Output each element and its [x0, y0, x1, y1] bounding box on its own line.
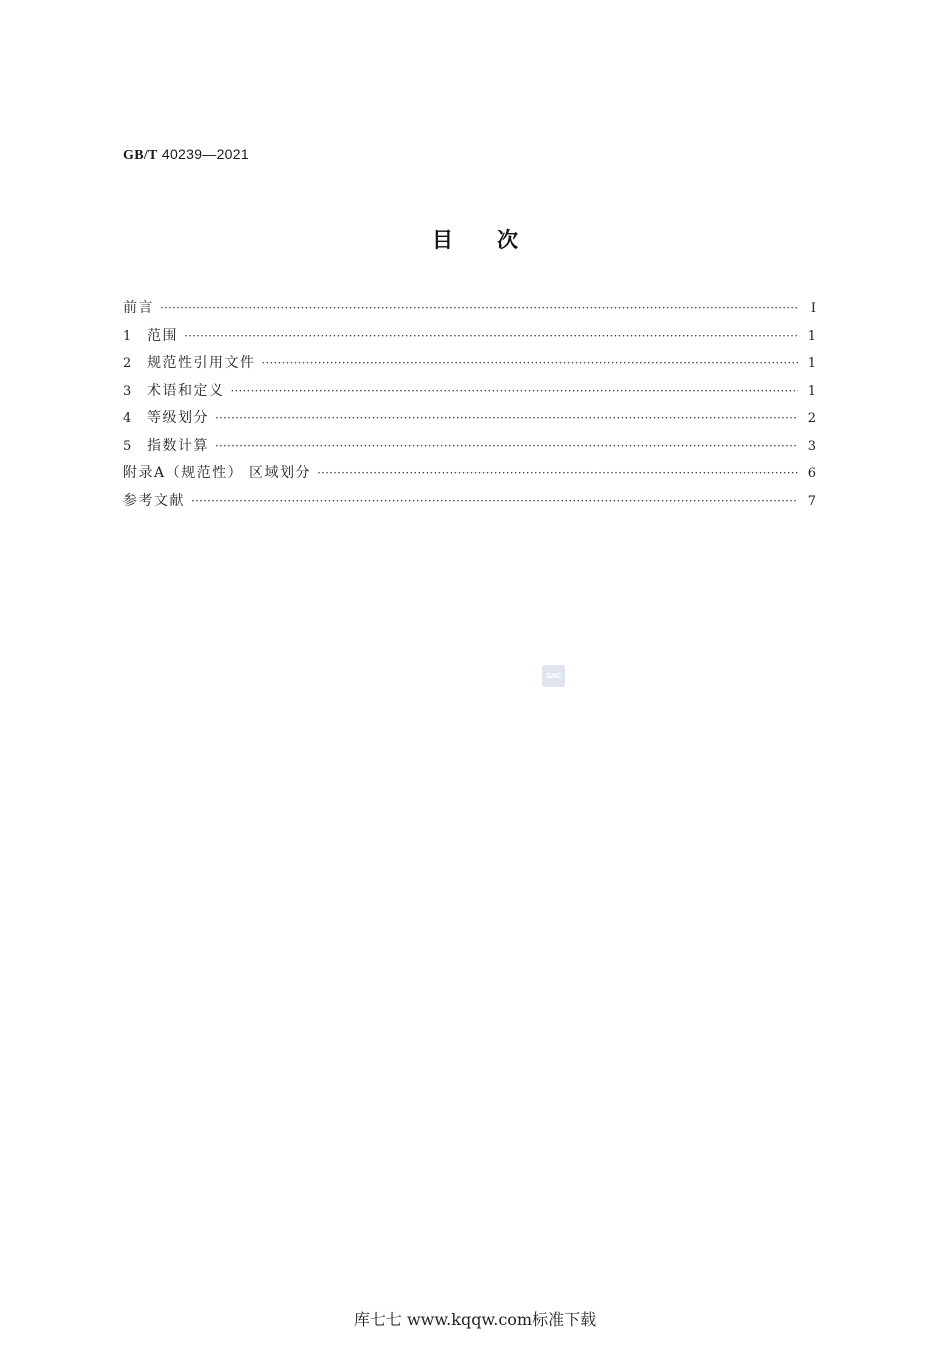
toc-entry-label: 术语和定义	[147, 382, 225, 399]
toc-leader-dots	[231, 383, 799, 397]
toc-leader-dots	[160, 300, 798, 314]
toc-entry-number: 1	[123, 328, 132, 344]
toc-entry-foreword[interactable]	[123, 297, 816, 325]
toc-entry-page: 2	[807, 411, 816, 426]
toc-leader-dots	[215, 438, 798, 452]
toc-entry-label: 指数计算	[147, 437, 209, 454]
toc-title: 目次	[432, 228, 562, 252]
toc-leader-dots	[184, 328, 798, 342]
standard-prefix: GB/T	[123, 148, 158, 163]
standard-number: 40239—2021	[161, 146, 249, 162]
toc-entry-label: 参考文献	[123, 492, 185, 509]
toc-entry-normative-references[interactable]	[123, 352, 816, 380]
toc-entry-label: 规范性引用文件	[147, 355, 256, 371]
toc-leader-dots	[215, 410, 798, 424]
footer-watermark: 库七七 www.kqqw.com标准下载	[353, 1310, 597, 1329]
toc-entry-page: 1	[807, 383, 816, 399]
toc-entry-page: 1	[807, 328, 816, 344]
toc-entry-bibliography[interactable]	[123, 490, 816, 518]
toc-entry-page: 7	[807, 493, 816, 509]
table-of-contents	[123, 297, 816, 517]
toc-entry-number: 4	[123, 411, 132, 426]
toc-leader-dots	[262, 355, 799, 369]
toc-entry-page: 1	[807, 356, 816, 371]
toc-entry-label: 附录A（规范性） 区域划分	[123, 465, 312, 481]
toc-entry-label: 等级划分	[147, 410, 209, 426]
toc-leader-dots	[191, 493, 798, 507]
toc-entry-number: 5	[123, 438, 132, 454]
toc-entry-page: Ⅰ	[810, 301, 816, 316]
toc-entry-page: 6	[807, 466, 816, 481]
toc-entry-number: 2	[123, 356, 132, 371]
toc-entry-number: 3	[123, 383, 132, 399]
standard-code	[123, 146, 249, 164]
toc-entry-grading[interactable]	[123, 407, 816, 435]
toc-entry-label: 范围	[147, 327, 178, 344]
sac-logo-icon: SAC	[542, 665, 565, 687]
toc-entry-index-calculation[interactable]	[123, 435, 816, 463]
toc-entry-scope[interactable]	[123, 325, 816, 353]
toc-entry-annex-a[interactable]	[123, 462, 816, 490]
toc-entry-label: 前言	[123, 300, 154, 316]
toc-leader-dots	[317, 465, 798, 479]
toc-entry-page: 3	[807, 438, 816, 454]
toc-entry-terms[interactable]	[123, 380, 816, 408]
